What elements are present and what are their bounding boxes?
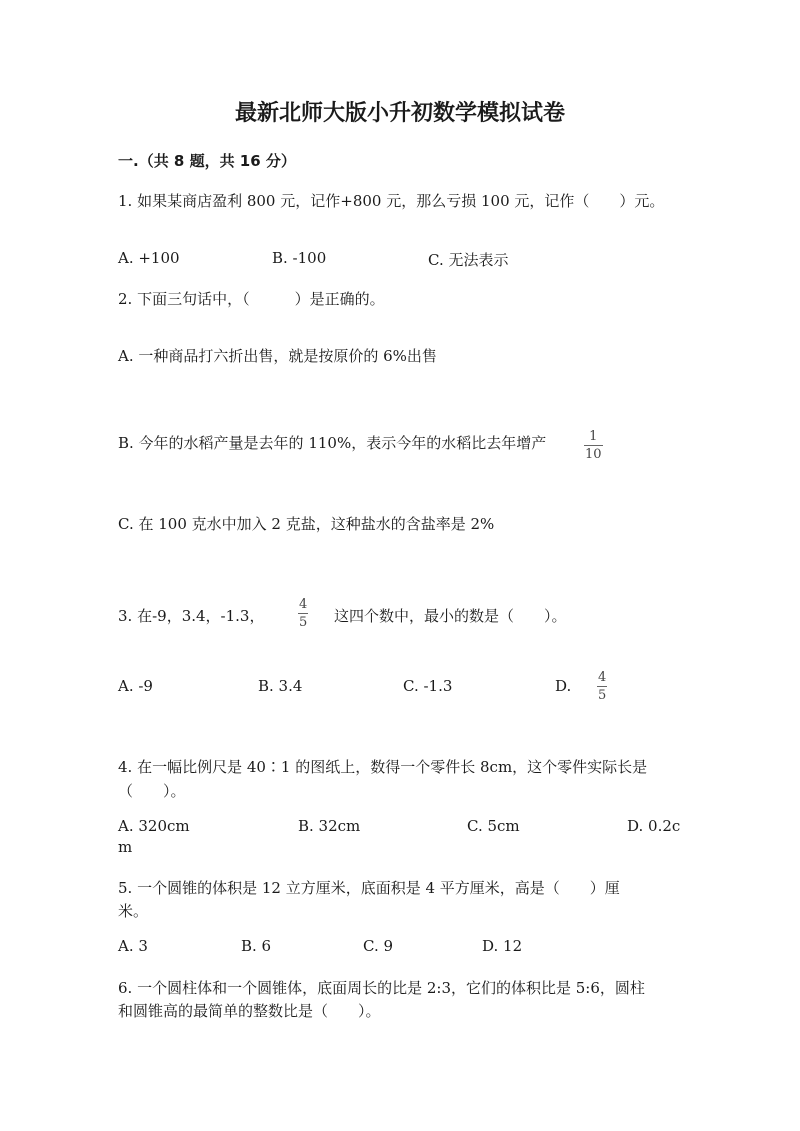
question-2-option-b: B. 今年的水稻产量是去年的 110%，表示今年的水稻比去年增产 [118,434,547,452]
fraction-denominator: 10 [585,447,602,462]
question-5-option-b: B. 6 [241,937,272,955]
question-5-option-d: D. 12 [482,937,523,955]
fraction-bar [584,445,603,446]
question-2-option-c: C. 在 100 克水中加入 2 克盐，这种盐水的含盐率是 2% [118,515,495,533]
question-4-option-c: C. 5cm [467,817,520,835]
question-5-line-1: 5. 一个圆锥的体积是 12 立方厘米，底面积是 4 平方厘米，高是（ ）厘 [118,879,620,897]
fraction-numerator: 1 [589,429,598,444]
question-3-fraction [298,598,308,629]
question-1-option-a: A. +100 [118,249,180,267]
question-5-line-2: 米。 [118,902,149,920]
question-6-line-2: 和圆锥高的最简单的整数比是（ ）。 [118,1002,381,1020]
page-title: 最新北师大版小升初数学模拟试卷 [234,101,565,126]
question-3-option-c: C. -1.3 [403,677,453,695]
question-2-option-b-fraction [584,430,603,461]
section-heading: 一.（共 8 题，共 16 分） [118,152,296,170]
question-6-line-1: 6. 一个圆柱体和一个圆锥体，底面周长的比是 2:3，它们的体积比是 5:6，圆柱 [118,979,645,997]
question-2-option-a: A. 一种商品打六折出售，就是按原价的 6%出售 [118,347,437,365]
fraction-numerator: 4 [299,597,308,612]
question-4-option-d: D. 0.2c [627,817,681,835]
question-3-text-before: 3. 在-9，3.4，-1.3， [118,607,265,625]
fraction-bar [597,686,607,687]
question-3-option-d: D. [555,677,572,695]
fraction-bar [298,613,308,614]
question-1-option-c: C. 无法表示 [428,251,509,269]
question-4-line-1: 4. 在一幅比例尺是 40∶1 的图纸上，数得一个零件长 8cm，这个零件实际长是 [118,758,648,776]
fraction-denominator: 5 [598,688,607,703]
question-2-text: 2. 下面三句话中，（ ）是正确的。 [118,290,385,308]
question-1-text: 1. 如果某商店盈利 800 元，记作+800 元，那么亏损 100 元，记作（ ）元。 [118,192,665,210]
fraction-numerator: 4 [598,670,607,685]
question-4-line-2: （ ）。 [118,782,186,800]
question-4-option-d-wrap: m [118,838,133,856]
question-3-text-after: 这四个数中，最小的数是（ ）。 [334,607,567,625]
question-3-option-d-fraction [597,671,607,702]
question-3-option-a: A. -9 [118,677,153,695]
question-3-option-b: B. 3.4 [258,677,303,695]
question-5-option-a: A. 3 [118,937,148,955]
question-1-option-b: B. -100 [272,249,327,267]
question-4-option-b: B. 32cm [298,817,361,835]
question-5-option-c: C. 9 [363,937,394,955]
question-4-option-a: A. 320cm [118,817,190,835]
fraction-denominator: 5 [299,615,308,630]
